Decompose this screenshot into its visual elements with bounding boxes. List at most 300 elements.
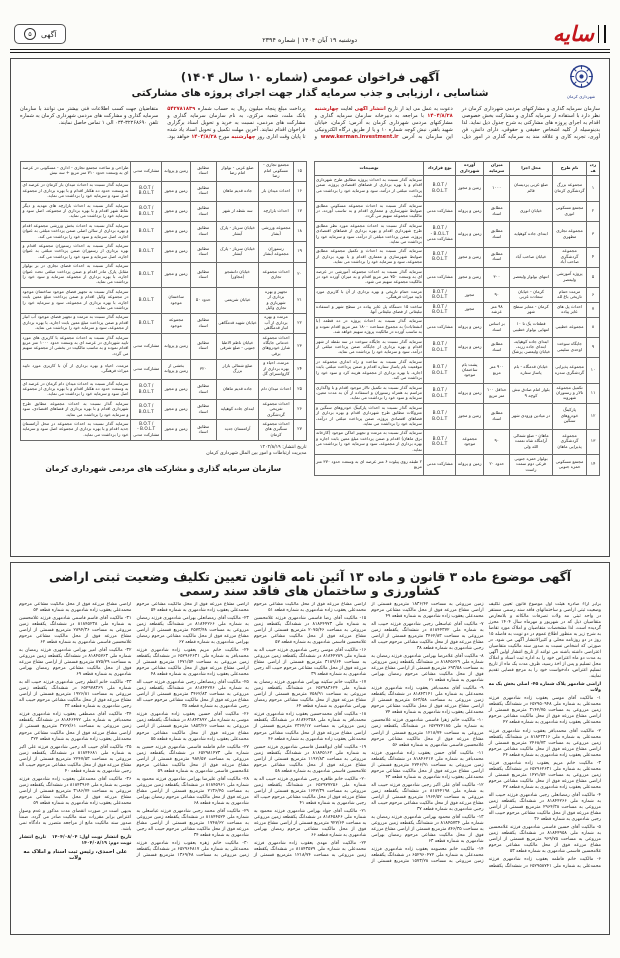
registry-closing: بدیهی است در صورت انقضای مدت مذکور و عدم وصول اعتراض برابر مقررات سند مالکیت صادر می گردد. ضمناً صدور سند مالکیت مانع از مراجعه متضرر به دادگاه نمی باشد. [19,809,132,833]
date-issue-line: دوشنبه ۱۹ آبان ۱۴۰۴ | شماره ۲۳۹۴ [262,36,358,44]
intro-highlight-text: چهارشنبه ۱۴۰۴/۸/۲۸ [314,105,453,119]
cell-no: ۲۱ [293,288,306,314]
cell-contract: B.O.L.T [130,288,161,314]
cell-name: تجهیز و بهره برداری از شهربازی و تجاری وکیل [259,288,293,314]
page-section-label: آگهی [41,29,57,39]
cell-no: ۵ [587,268,600,288]
table-row [314,303,600,318]
cell-notes: سرمایه گذار نسبت به تجهیز فضای موجود ساختمان موجود در مجموعه وکیل اقدام و ضمن پرداخت مبلغ معین بابت اجاره، با بهره برداری از مجموعه، سود و سرمایه خود را برداشت می نماید. [21,288,131,314]
cell-contribution: زمین و پروانه [455,384,484,404]
notice-item: ۳۱- مالکیت آقای قاسم قاسمی شادمهری فرزند غلامحسین به شماره ملی ۸۱۸۴۵۲۳۸ در ششدانگ یکقطعه زمین مزروعی به مساحت ۲۸۹۴/۳۶ مترمربع قسمتی از اراضی مشاع مزرعه فوق از محل مالکیت مشاعی مرحوم غلامحسین قاسمی شادمهری به شماره قطعه ۶۲ [19,615,132,645]
cell-name: احداث مجموعه تفریحی گردشگری [259,400,293,420]
cell-location: کرمان - خیابان سعادت غربی [510,288,553,303]
table-row [314,429,600,455]
cell-amount: ۳۰۰ [484,268,510,288]
registry-intro: برابر آراء صادره هیئت اول موضوع قانون تعیین تکلیف وضعیت ثبتی اراضی و ساختمانهای فاقد سند رسمی مستقر در واحد ثبتی مه ولات تصرفات مالکانه و بلامعارض متقاضیان ذیل که در شهریور و مهرماه سال ۱۴۰۴ محرز گردیده است، لذا مشخصات متقاضیان و املاک مورد تقاضا به شرح زیر به منظور اطلاع عموم در دو نوبت به فاصله ۱۵ روز در دو روزنامه محلی و کثیرالانتشار آگهی می شود. در صورتی که اشخاص نسبت به صدور سند مالکیت متقاضیان اعتراضی داشته باشند می توانند از تاریخ انتشار اولین آگهی به مدت دو ماه اعتراض خود را به اداره ثبت اسناد و املاک محل تسلیم و پس از اخذ رسید، ظرف مدت یک ماه از تاریخ تسلیم اعتراض، دادخواست خود را به مرجع قضایی تقدیم نمایند. [488,601,601,680]
table-row [314,358,600,384]
cell-name: مجموعه گردشگری پذیرایی ماهان [552,429,586,455]
notice-item: ۱۳- مالکیت آقای محمود بهرامی شادمهری فرزند رمضان به شماره ملی ۸۱۸۴۵۷۳۴ در ششدانگ یکقطعه زمین مزروعی به مساحت ۸۴۶/۳۵ مترمربع قسمتی از اراضی مشاع مزرعه فوق از محل مالکیت مشاعی مرحوم رمضان بهرامی شادمهری به شماره قطعه ۶۳ [371,815,484,845]
cell-amount: مطابق اسناد [190,380,216,400]
intro-highlight-text: انتشار آگهی [354,105,386,112]
cell-contribution: ساختمان موجود [162,288,191,314]
table-row [21,202,307,222]
intro-text: مورخ [216,134,232,141]
cell-no: ۱۹ [293,242,306,262]
cell-no: ۱۱ [587,384,600,404]
cell-name: احداث پل های عابر پیاده [552,303,586,318]
cell-location: خیابان شهید قدمگاهی [216,313,259,333]
cell-amount: مطابق اسناد [484,222,510,248]
column-header: نوع قرارداد [424,161,455,176]
cell-amount: مطابق اسناد [484,247,510,267]
cell-notes: سرمایه گذار نسبت به احداث مجموعه در محل آرامستان جدید اقدام و با بهره برداری از مجموعه اصل سود و سرمایه خود را برداشت می نماید. [21,420,131,440]
registry-signature: علی احمدی، رئیس ثبت اسناد و املاک مه ولات [23,849,128,862]
table-row [21,313,307,333]
notice-item: ۳۰- مالکیت خانم زهره یعقوب زاده شادمهری فرزند محمدعلی به شماره ملی ۶۵۲۹۶۴۸۱۷ در ششدانگ یکقطعه زمین مزروعی به مساحت ۱۳۶۹/۴۸ مترمربع قسمتی از اراضی مشاع مزرعه فوق از محل مالکیت مشاعی مرحوم محمدعلی یعقوب زاده شادمهری به شماره قطعه ۵۲ [19,601,249,859]
newspaper-logo [552,21,606,46]
notice-item: ۹- مالکیت آقای محمدباقر یعقوب زاده شادمهری فرزند محمدعلی به شماره ملی ۸۱۸۴۳۱۴۱ در ششدانگ یکقطعه زمین مزروعی به مساحت ۵۶۳/۵۸ مترمربع قسمتی از اراضی مشاع مزرعه فوق از محل مالکیت مشاعی مرحوم محمدعلی یعقوب زاده شادمهری به شماره قطعه ۷۴ [371,686,484,716]
table-row [314,268,600,288]
cell-notes: سرمایه گذار نسبت به احداث میدان دام کرمان در عرصه ای به وسعت حدود ده هکتار اقدام و با بهره برداری از مجموعه اصل سود و سرمایه خود را برداشت می نماید. [21,380,131,400]
cell-contract: B.O.T / B.O.L.T [424,288,455,303]
cell-no: ۲۶ [293,400,306,420]
cell-contribution: زمین و پروانه [162,334,191,360]
cell-no: ۱۰ [587,358,600,384]
notice-item: ۱۴- مالکیت خانم معصومه یعقوب زاده شادمهری فرزند محمدعلی به شماره ملی ۶۵۲۹۶۰۴۷۲ در ششدانگ یکقطعه زمین مزروعی به مساحت ۱۵۷۳/۲۸ مترمربع قسمتی از اراضی مشاع مزرعه فوق از محل مالکیت مشاعی مرحوم محمدعلی یعقوب زاده شادمهری به شماره قطعه ۵۱ [253,601,484,865]
registry-notice [10,562,610,935]
public-call-notice [10,58,610,557]
cell-contribution: زمین و مجوز [162,202,191,222]
table-row [21,242,307,262]
cell-location: بولوار حمزه جنوبی فرعی دوم سمت راست [510,455,553,475]
cell-location: خیابان شریعتی [216,288,259,314]
cell-notes: ۲ طبقه روی پیلوت ۶ متر عرصه ای به وسعت حدود ۳۷۰ متر مربع [314,455,424,475]
cell-location: خیابان قدمگاه - بام پاساژ ستاره [510,358,553,384]
cell-notes: سرمایه گذار نسبت به ساخت و راه اندازی مجموعه در موقعیت بام پاساژ ستاره اقدام و ضمن پرداخت مبلغی بابت اجاره، با بهره برداری از مجموعه هزینه کرد و سود خود را برداشت می کند. [314,358,424,384]
cell-contribution: مجوز [455,303,484,318]
cell-name: مرمت، احیاء و بهره برداری از کاروانسرای گل [259,359,293,379]
notice-item: ۳۴- مالکیت آقای مصطفی یعقوب زاده شادمهری فرزند محمدباقر به شماره ملی ۸۱۸۴۶۴۷۲ در ششدانگ یکقطعه زمین مزروعی به مساحت ۳۷۶۷/۶۱ مترمربع قسمتی از اراضی مشاع مزرعه فوق از محل مالکیت مشاعی مرحوم محمدعلی یعقوب زاده شادمهری به شماره قطعه ۳۲۲ [19,712,132,742]
cell-contract: مشارکت مدنی [424,455,455,475]
cell-no: ۲۴ [293,359,306,379]
cell-name: مرمت حمام تاریخی باغ لله [552,288,586,303]
cell-contribution: بخشی از زمین و پروانه [162,359,191,379]
column-header: نام طرح [552,161,586,176]
cell-location: جاده قدیم ماهان [216,380,259,400]
cell-notes: مرمت حمام تاریخی و بهره برداری از آن با کاربری مورد تایید میراث فرهنگی. [314,288,424,303]
cell-location: قطعات یک تا ۱۰ انتهایی بولوار خطیبی [510,317,553,337]
cell-contribution: زمین و مجوز [455,268,484,288]
cell-no: ۶ [587,288,600,303]
notice-item: ۲۰- مالکیت خانم طاهره رجبی شادمهری فرزند حبیب اله به شماره ملی ۶۵۲۹۷۷۲۵۶ در ششدانگ یکقطعه زمین مزروعی به مساحت ۱۶۴۷/۳۹ مترمربع قسمتی از اراضی مشاع مزرعه فوق از محل مالکیت مشاعی مرحوم حبیب اله رجبی شادمهری به شماره قطعه ۴۱ [253,776,367,807]
notice-item: ۱۷- مالکیت خانم سکینه بهرامی شادمهری فرزند رمضان به شماره ملی ۶۵۲۹۸۳۶۲۴ در ششدانگ یکقطعه زمین مزروعی به مساحت ۷۵۸/۹۱ مترمربع قسمتی از اراضی مشاع مزرعه فوق از محل مالکیت مشاعی مرحوم رمضان بهرامی شادمهری به شماره قطعه ۶۴ [253,680,367,710]
table-row [21,380,307,400]
notice-item: ۲۹- مالکیت آقای محمد رجبی شادمهری فرزند عباسعلی به شماره ملی ۸۱۸۴۴۵۲۴ در ششدانگ یکقطعه زمین مزروعی به مساحت ۱۷۴۸/۶۲ مترمربع قسمتی از اراضی مشاع مزرعه فوق از محل مالکیت مشاعی مرحوم حبیب اله رجبی شادمهری به شماره قطعه ۳۴ [136,809,249,839]
table-row [21,334,307,360]
cell-no: ۹ [587,338,600,358]
table-row [314,455,600,475]
cell-amount: حدود ۵۰ [190,288,216,314]
cell-contribution: پشت بام ساختمان موجود [455,358,484,384]
cell-contribution: زمین و مجوز [162,400,191,420]
notice-item: ۳۵- مالکیت آقای حبیب اله رجبی شادمهری فرزند علی اکبر به شماره ملی ۸۱۸۴۴۶۸۱ در ششدانگ یکقطعه زمین مزروعی به مساحت ۲۲۴۷/۵۳ مترمربع قسمتی از اراضی مشاع مزرعه فوق از محل مالکیت مشاعی مرحوم حبیب اله رجبی شادمهری به شماره قطعه ۴۰ [19,744,132,774]
projects-tables [20,161,600,476]
cell-name: تکمیل مجموعه تالار و رستوران شهروند [552,384,586,404]
cell-contract: B.O.L.T [130,313,161,333]
cell-contract: B.O.T / B.O.L.T [424,404,455,430]
cell-amount: ۹۰ [484,429,510,455]
cell-notes: سرمایه گذار نسبت به احداث و تکمیل مجموعه مطابق ضوابط شهرسازی و معماری اقدام و با بهره برداری از مجموعه، سود و سرمایه خود را برداشت می نماید. [314,247,424,267]
cell-location: خیابان صاحب آباد [510,247,553,267]
cell-no: ۱۲ [587,404,600,430]
notice-item: ۳۳- مالکیت خانم اعظم رجبی شادمهری فرزند حبیب اله به شماره ملی ۶۵۲۹۷۸۳۶۹ در ششدانگ یکقطعه زمین مزروعی به مساحت ۱۹۲۶/۸۱ مترمربع قسمتی از اراضی مشاع مزرعه فوق از محل مالکیت مشاعی مرحوم حبیب اله رجبی شادمهری به شماره قطعه ۳۳ [19,680,132,710]
cell-contract: B.O.T / B.O.L.T [130,380,161,400]
column-header: آورده شهرداری [455,161,484,176]
cell-amount: ۹۰۰ متر مربع [484,358,510,384]
cell-location: ضلع غربی - بولوار امام رضا [216,161,259,181]
cell-amount: ۹۸ متر عرشه [484,303,510,318]
cell-amount: حداقل ۱۰۰ متر مربع [484,384,510,404]
cell-contract: مشارکت مدنی [130,334,161,360]
cell-no: ۷ [587,303,600,318]
cell-amount: مطابق اسناد [190,242,216,262]
municipality-emblem-label: شهرداری کرمان [566,93,596,99]
cell-amount: بر اساس اسناد [484,317,510,337]
cell-location: بلوار امام صادق نبش کوچه ۹ [510,384,553,404]
cell-location: در میادین ورودی شهر [510,404,553,430]
first-publish-date: تاریخ انتشار نوبت اول: ۱۴۰۴/۰۸/۰۴ [51,835,132,841]
table-row [314,176,600,202]
cell-amount: مطابق اسناد [484,338,510,358]
table-header-row [314,161,600,176]
registry-region-line: اراضی شادمهر پلاک شماره ۴۵- اصلی بخش یک مه ولات [488,682,601,694]
cell-notes: سرمایه گذار نسبت به احداث مجموعه آموزشی در عرصه ای به وسعت ۷۵۰ متر مربع اقدام و به میزان آورده خود در مالکیت مجموعه سهیم می شود. [314,268,424,288]
table-row [314,404,600,430]
cell-contract: B.O.T / B.O.L.T [424,358,455,384]
cell-amount: مطابق اسناد [484,202,510,222]
cell-name: مجموعه بزرگ گردشگری کرمان [552,176,586,202]
table-row [314,247,600,267]
cell-name: احداث بازارچه [259,202,293,222]
cell-amount: مطابق اسناد [190,420,216,440]
municipality-emblem [563,64,599,99]
notice-item: ۱۱- مالکیت آقای حسن یعقوب زاده شادمهری فرزند محمدباقر به شماره ملی ۸۱۸۴۶۲۱۷ در ششدانگ یکقطعه زمین مزروعی به مساحت ۲۷۴۶/۹۱ مترمربع قسمتی از اراضی مشاع مزرعه فوق از محل مالکیت مشاعی مرحوم محمدعلی یعقوب زاده شادمهری به شماره قطعه ۴۳ [371,750,484,780]
cell-location: ابتدای جاده کوهپایه [510,222,553,248]
cell-no: ۴ [587,247,600,267]
cell-contribution: زمین و مجوز [162,380,191,400]
cell-notes: سرمایه گذار نسبت به احداث پروژه مطابق طرح شهرداری اقدام و با بهره برداری از فضاهای اقتصادی پروژه، ضمن پرداخت مبلغی از درآمد، سود و سرمایه خود را برداشت می نماید. [314,176,424,202]
cell-amount: حدود ۲۰ [484,455,510,475]
projects-table-right [314,161,601,476]
cell-contribution: زمین و پروانه [162,161,191,181]
cell-contribution: زمین و مجوز [162,420,191,440]
cell-notes: سرمایه گذار نسبت به تکمیل تالار موجود اقدام و با واگذاری مراسم به همراه رستوران و استفاده از آن به مدت معین، سرمایه و سود خود را برداشت می نماید. [314,384,424,404]
cell-no: ۱۸ [293,222,306,242]
cell-name: مجتمع تجاری - مسکونی امام رضا [259,161,293,181]
notice-item: ۱۰- مالکیت خانم زهرا قاسمی شادمهری فرزند غلامحسین به شماره ملی ۶۵۲۹۷۴۱۸۵ در ششدانگ یکقطعه زمین مزروعی به مساحت ۱۲۱۸/۷۴ مترمربع قسمتی از اراضی مشاع مزرعه فوق از محل مالکیت مشاعی مرحوم غلامحسین قاسمی شادمهری به شماره قطعه ۵۶ [371,718,484,748]
table-row [21,400,307,420]
notice-item: ۱۲- مالکیت آقای علی اکبر رجبی شادمهری فرزند حبیب اله به شماره ملی ۸۱۸۴۴۱۹۸ در ششدانگ یکقطعه زمین مزروعی به مساحت ۱۹۶۴/۵۲ مترمربع قسمتی از اراضی مشاع مزرعه فوق از محل مالکیت مشاعی مرحوم حبیب اله رجبی شادمهری به شماره قطعه ۳۷ [371,782,484,813]
cell-amount: مطابق اسناد [190,400,216,420]
notice-item: ۲۲- مالکیت آقای مهدی یعقوب زاده شادمهری فرزند محمدعلی به شماره ملی ۸۱۸۴۳۵۷۹ در ششدانگ یکقطعه زمین مزروعی به مساحت ۱۲۱۸/۷۴ مترمربع قسمتی از اراضی مشاع مزرعه فوق از محل مالکیت مشاعی مرحوم محمدعلی یعقوب زاده شادمهری به شماره قطعه ۵۴ [136,601,367,859]
cell-notes: طراحی و ساخت مجتمع تجاری - اداری - مسکونی در عرصه ای به وسعت حدود ۷۱۰ متر مربع + سه نبش [21,161,131,181]
cell-amount: مطابق اسناد [190,262,216,288]
notice-item: ۱۵- مالکیت آقای رضا قاسمی شادمهری فرزند غلامحسین به شماره ملی ۸۱۸۴۴۹۷۳ در ششدانگ یکقطعه زمین مزروعی به مساحت ۲۰۷۵/۴۶ مترمربع قسمتی از اراضی مشاع مزرعه فوق از محل مالکیت مشاعی مرحوم غلامحسین قاسمی شادمهری به شماره قطعه ۵۷ [253,615,367,645]
intro-text: خواهد بود. متقاضیان جهت کسب اطلاعات فنی بیشتر می توانند با سازمان سرمایه گذاری و مشارکت های مردمی شهرداری کرمان به شماره تلفن ۳۲۲۶۸۶۹۰-۰۳۴ الی ۱ تماس حاصل نمایند. [20,105,192,141]
cell-amount: مطابق اسناد [190,181,216,201]
table-row [314,222,600,248]
cell-name: رستوران مجموعه آبشار [259,242,293,262]
cell-contribution: زمین و پروانه [455,222,484,248]
notice-item: ۱۶- مالکیت آقای موسی رجبی شادمهری فرزند حبیب اله به شماره ملی ۸۱۸۴۴۲۸۹ در ششدانگ یکقطعه زمین مزروعی به مساحت ۳۱۸۹/۶۴ مترمربع قسمتی از اراضی مشاع مزرعه فوق از محل مالکیت مشاعی مرحوم حبیب اله رجبی شادمهری به شماره قطعه ۳۹ [253,647,367,678]
cell-contribution: زمین و مجوز [455,176,484,202]
cell-location: ضلع شمالی بازار بزرگ [216,359,259,379]
pr-department-line: مدیریت ارتباطات و امور بین الملل شهرداری کرمان [206,451,307,457]
cell-no: ۲۳ [293,334,306,360]
notice-item: ۶- مالکیت خانم فاطمه یعقوب زاده شادمهری فرزند محمدعلی به شماره ملی ۶۵۲۹۵۸۷۴۱ در ششدانگ یکقطعه زمین مزروعی به مساحت ۱۸۳۶/۴۲ مترمربع قسمتی از اراضی مشاع مزرعه فوق از محل مالکیت مشاعی مرحوم محمدعلی یعقوب زاده شادمهری به شماره قطعه ۴۹ [371,601,601,869]
table-row [314,317,600,337]
cell-no: ۸ [587,317,600,337]
cell-amount: ۹۰ [484,288,510,303]
cell-name: احداث میدان بار [259,181,293,201]
notice-item: ۲۷- مالکیت خانم فاطمه قاسمی شادمهری فرزند حسین به شماره ملی ۶۵۲۹۸۱۴۷۳ در ششدانگ یکقطعه زمین مزروعی به مساحت ۹۸۴/۵۷ مترمربع قسمتی از اراضی مشاع مزرعه فوق از محل مالکیت مشاعی مرحوم غلامحسین قاسمی شادمهری به شماره قطعه ۵۹ [136,744,249,774]
projects-table-left [20,161,307,441]
column-header: میزان سرمایه [484,161,510,176]
cell-contract: B.O.T / B.O.L.T [130,400,161,420]
notice-item: ۲۴- مالکیت خانم مریم یعقوب زاده شادمهری فرزند محمدباقر به شماره ملی ۶۵۲۹۶۲۶۳۱ در ششدانگ یکقطعه زمین مزروعی به مساحت ۱۴۷۱/۵۴ مترمربع قسمتی از اراضی مشاع مزرعه فوق از محل مالکیت مشاعی مرحوم محمدعلی یعقوب زاده شادمهری به شماره قطعه ۴۸ [136,647,249,678]
cell-no: ۲ [587,202,600,222]
cell-contribution: زمین و مجوز [162,181,191,201]
cell-contract: B.O.T / B.O.L.T [424,338,455,358]
cell-name: مرمت و بهره برداری از آب انبار قدمگاهی [259,313,293,333]
cell-location: ماهان - ضلع شمالی آرامگاه شاه نعمت الله ولی [510,429,553,455]
cell-contribution: زمین و مجوز [455,404,484,430]
cell-name: احداث مجموعه خدماتی جایگاه شارژ خودروهای برقی [259,334,293,360]
newspaper-logo-text: سایه [552,21,594,46]
cell-no: ۲۲ [293,313,306,333]
publication-info [20,445,307,458]
masthead [0,0,620,47]
registry-notice-body [19,602,601,938]
cell-notes: ساخت ۱۵ دستگاه پل عابر پیاده در سطح شهر و استفاده تبلیغاتی از فضای تبلیغاتی آنها. [314,303,424,318]
call-notice-intro [20,106,600,157]
notice-item: ۱- مالکیت آقای موسی یعقوب زاده شادمهری فرزند محمدعلی به شماره ملی ۶۵۲۹۵۰۹۴۸ در ششدانگ یکقطعه زمین مزروعی به مساحت ۳۱۴۲/۷۵ مترمربع قسمتی از اراضی مشاع مزرعه فوق از محل مالکیت مشاعی مرحوم محمدعلی یعقوب زاده شادمهری به شماره قطعه ۴۲ [488,696,601,726]
cell-location: آرامستان جدید [216,420,259,440]
table-row [314,384,600,404]
table-row [314,338,600,358]
cell-notes: سرمایه گذار نسبت به احداث رستوران مجموعه اقدام و بهره برداری از رستوران ضمن پرداخت مبلغی به عنوان اجاره، اصل سرمایه و سود خود را برداشت می کند. [21,242,131,262]
cell-notes: سرمایه گذار نسبت به احداث پروژه در ده قطعه (با انشعابات) به مجموع مساحت ۱۸۰۰ متر مربع اقدام نموده و به تناسب آورده در مالکیت پروژه سهیم خواهد شد. [314,317,424,337]
cell-notes: مرمت، احیاء و بهره برداری از آن با کاربری مورد تایید میراث فرهنگی. [21,359,131,379]
cell-location: ضلع غربی پردیسان قائم [510,176,553,202]
table-row [21,420,307,440]
cell-contract: B.O.T / B.O.L.T - مشارکت مدنی [424,222,455,248]
notice-item: ۲۵- مالکیت آقای رمضانعلی رجبی شادمهری فرزند حبیب اله به شماره ملی ۸۱۸۴۴۲۷۶ در ششدانگ یکقطعه زمین مزروعی به مساحت ۳۴۶۲/۸۳ مترمربع قسمتی از اراضی مشاع مزرعه فوق از محل مالکیت مشاعی مرحوم حبیب اله رجبی شادمهری به شماره قطعه ۳۵ [136,680,249,710]
notice-item: ۵- مالکیت آقای حسین قاسمی شادمهری فرزند غلامحسین به شماره ملی ۸۱۸۴۴۹۵۸ در ششدانگ یکقطعه زمین مزروعی به مساحت ۹۶۹/۷۵ مترمربع قسمتی از اراضی مشاع مزرعه فوق از محل مالکیت مشاعی مرحوم غلامحسین قاسمی شادمهری به شماره قطعه ۵۳ [488,825,601,855]
cell-contract: مشارکت مدنی [130,359,161,379]
registry-notice-title: آگهی موضوع ماده ۳ قانون و ماده ۱۳ آئین نامه قانون تعیین تکلیف وضعیت ثبتی اراضی کشاورزی و ساختمان های فاقد سند رسمی [49,569,571,598]
notice-item: ۲۳- مالکیت آقای رمضانعلی بهرامی شادمهری فرزند رمضان به شماره ملی ۸۱۸۴۴۲۶۶ در ششدانگ یکقطعه زمین مزروعی به مساحت ۲۵۷۳/۴۸ مترمربع قسمتی از اراضی مشاع مزرعه فوق از محل مالکیت مشاعی مرحوم رمضان بهرامی شادمهری به شماره قطعه ۶۷ [136,615,249,645]
cell-location: خیابان ناظم الاطبا جنوبی - ضلع شرقی [216,334,259,360]
cell-no: ۱۴ [587,455,600,475]
cell-amount: مطابق اسناد [190,222,216,242]
table-row [21,262,307,288]
cell-name: مجموعه تجاری مطهری [552,222,586,248]
cell-contribution: مجموعه موجود [162,313,191,333]
cell-contract: B.O.L.T [130,242,161,262]
cell-contribution: زمین و پروانه [455,338,484,358]
notice-item: ۲۸- مالکیت آقای علیرضا بهرامی شادمهری فرزند محمود به شماره ملی ۸۱۸۴۵۹۶۱ در ششدانگ یکقطعه زمین مزروعی به مساحت ۲۱۳۶/۴۵ مترمربع قسمتی از اراضی مشاع مزرعه فوق از محل مالکیت مشاعی مرحوم رمضان بهرامی شادمهری به شماره قطعه ۶۸ [136,776,249,807]
cell-contribution: زمین و پروانه [455,202,484,222]
cell-contribution: زمین و مجوز [162,262,191,288]
cell-contract: B.O.T / B.O.L.T [130,202,161,222]
cell-name: احداث مجموعه سنگبری های کرمان [259,420,293,440]
intro-text: و پرداخت مبلغ پنجاه میلیون ریال به حساب شماره [195,105,321,141]
cell-amount: مطابق اسناد [190,161,216,181]
cell-notes: سرمایه گذار نسبت به مرمت و تجهیز فضای موجود آب انبار اقدام و ضمن پرداخت مبلغ معین بابت اجاره، با بهره برداری از مجموعه، سود و سرمایه خود را برداشت می نماید. [21,313,131,333]
cell-no: ۱ [587,176,600,202]
cell-contract: B.O.T / B.O.L.T [424,384,455,404]
cell-amount: مطابق اسناد [190,313,216,333]
cell-amount: مطابق اسناد [190,334,216,360]
cell-notes: سرمایه گذار نسبت به احداث پارکینگ خودروهای سنگین و متروکات مطابق طرح شهرداری اقدام و بهره برداری از فضاهای اقتصادی پروژه، ضمن پرداخت مبلغی از درآمد، سرمایه خود را برداشت می نماید. [314,404,424,430]
cell-contract: مشارکت مدنی [424,268,455,288]
cell-name: پارکینگ خودروهای سنگین [552,404,586,430]
cell-contract: B.O.L.T [130,262,161,288]
organization-signature: سازمان سرمایه گذاری و مشارکت های مردمی شهرداری کرمان [45,463,282,473]
intro-text: با مراجعه به دبیرخانه سازمان سرمایه گذاری و مشارکتهای مردمی شهرداری کرمان به آدرس: کرمان، خیابان شهید باهنر، نبش کوچه شماره ۱۰ و یا از طریق درگاه الکترونیکی این سازمان به آدرس [314,112,453,141]
notice-item: ۳- مالکیت خانم مریم یعقوب زاده شادمهری فرزند محمدعلی به شماره ملی ۶۵۲۹۶۲۶۳۱ در ششدانگ یکقطعه زمین مزروعی به مساحت ۱۴۷۱/۵۴ مترمربع قسمتی از اراضی مشاع مزرعه فوق از محل مالکیت مشاعی مرحوم محمدعلی یعقوب زاده شادمهری به شماره قطعه ۴۷ [488,760,601,790]
table-row [21,161,307,181]
cell-location: ابتدای جاده کوهپایه، ابتدای جاده زرند، خیابان ولیعصر، پزشک [510,338,553,358]
cell-location: خیابان انوری [510,202,553,222]
cell-contract: B.O.T / B.O.L.T [424,303,455,318]
cell-name: احداث مجموعه تجاری [259,262,293,288]
cell-contribution: زمین و پروانه [455,317,484,337]
cell-amount: ۱۰۰۰ [484,176,510,202]
intro-text: بانک ملت، شعبه مرکزی، به نام سازمان سرمایه گذاری و مشارکت های مردمی، نسبت به خرید و تحویل اسناد برگزاری فراخوان اقدام نمایند. آخرین مهلت تکمیل و تحویل اسناد یاد شده تا پایان وقت اداری روز [167,112,306,141]
cell-amount: ۳۲۰ [190,359,216,379]
cell-location: خیابان سرباز - پارک آبشار [216,222,259,242]
table-row [314,202,600,222]
cell-contract: B.O.T / B.O.L.T [130,181,161,201]
cell-amount: مطابق اسناد [190,202,216,222]
cell-contract: B.O.T / B.O.L.T [424,176,455,202]
registry-publish-dates [19,835,131,847]
projects-table-left-half [20,161,307,473]
kerman-municipality-emblem-icon [569,64,594,89]
intro-highlight-text: چهارشنبه [231,134,256,141]
cell-notes: سرمایه گذار نسبت به احداث فضای تجاری در بر بولوار مقابل پارک مادر اقدام و ضمن پرداخت مبلغی تحت عنوان اجاره، با بهره برداری از مجموعه سرمایه و سود خود را برداشت می نماید. [21,262,131,288]
cell-contribution: مجموعه موجود [455,429,484,455]
cell-notes: سرمایه گذار نسبت به احداث مجموعه مورد نظر مطابق طرح شهرداری اقدام و بهره برداری از فضاهای اقتصادی پروژه، ضمن پرداخت مبلغی از درآمد، سود و سرمایه خود را برداشت می نماید. [314,222,424,248]
cell-contract: B.O.T / B.O.L.T [424,429,455,455]
notice-item: ۸- مالکیت آقای غلامرضا بهرامی شادمهری فرزند رمضان به شماره ملی ۸۱۸۴۵۶۲۹ در ششدانگ یکقطعه زمین مزروعی به مساحت ۶۹۳/۵۸ مترمربع قسمتی از اراضی مشاع مزرعه فوق از محل مالکیت مشاعی مرحوم رمضان بهرامی شادمهری به شماره قطعه ۶۱ [371,653,484,684]
cell-contribution: مجوز [455,288,484,303]
table-row [21,222,307,242]
cell-notes: سرمایه گذار نسبت به جایگاه سوخت در سه نقطه از شهر اقدام و بهره برداری از جایگاه، ضمن پرداخت مبلغی از درآمد، سود و سرمایه خود را برداشت می نماید. [314,338,424,358]
notice-item: ۴- مالکیت آقای رمضانعلی رجبی شادمهری فرزند حبیب اله به شماره ملی ۸۱۸۴۴۲۶۶ در ششدانگ یکقطعه زمین مزروعی به مساحت ۲۹۶۴/۳۸ مترمربع قسمتی از اراضی مشاع مزرعه فوق از محل مالکیت مشاعی مرحوم حبیب اله رجبی شادمهری به شماره قطعه ۳۶ [488,793,601,823]
page-number-badge: ۵ [24,28,36,40]
cell-notes: سرمایه گذار نسبت به احداث مجموعه با کاربری های مورد تایید شهرداری در عرصه ای به وسعت حدود ۱۰۰۰ متر مربع اقدام نموده و به تناسب مالکیت در بخشی از مجموعه سهیم می گردد. [21,334,131,360]
cell-contribution: زمین و مجوز [162,222,191,242]
table-row [21,181,307,201]
intro-highlight-text: ۱۴۰۴/۸/۲۸ [191,134,217,141]
intro-text: لغایت [338,105,355,112]
table-row [314,288,600,303]
cell-no: ۲۵ [293,380,306,400]
cell-notes: سرمایه گذار نسبت به مرمت و تجهیز اماکن موجود (کارخانه برق ماهان) اقدام و ضمن پرداخت مبلغ معین بابت اجاره و بهره برداری از مجموعه، سود و سرمایه خود را برداشت می نماید. [314,429,424,455]
cell-contract: مشارکت مدنی [130,161,161,181]
cell-location: جاده قدیم ماهان [216,181,259,201]
cell-contract: B.O.L.T [130,222,161,242]
notice-item: ۳۲- مالکیت آقای امیر بهرامی شادمهری فرزند رمضان به شماره ملی ۸۱۸۴۵۷۶۳ در ششدانگ یکقطعه زمین مزروعی به مساحت ۸۷۵/۲۹ مترمربع قسمتی از اراضی مشاع مزرعه فوق از محل مالکیت مشاعی مرحوم رمضان بهرامی شادمهری به شماره قطعه ۶۹ [19,647,132,678]
notice-item: ۲۱- مالکیت آقای جواد بهرامی شادمهری فرزند محمود به شماره ملی ۸۱۸۴۵۸۴۶ در ششدانگ یکقطعه زمین مزروعی به مساحت ۹۲۷/۶۴ مترمربع قسمتی از اراضی مشاع مزرعه فوق از محل مالکیت مشاعی مرحوم رمضان بهرامی شادمهری به شماره قطعه ۶۶ [253,809,367,839]
notice-item: ۷- مالکیت آقای عباسعلی رجبی شادمهری فرزند حبیب اله به شماره ملی ۸۱۸۴۴۳۷۲ در ششدانگ یکقطعه زمین مزروعی به مساحت ۳۴۶۲/۸۳ مترمربع قسمتی از اراضی مشاع مزرعه فوق از محل مالکیت مشاعی مرحوم حبیب اله رجبی شادمهری به شماره قطعه ۳۸ [371,621,484,651]
cell-amount: مطابق اسناد [484,404,510,430]
cell-notes: سرمایه گذار نسبت به احداث مجموعه مطابق طرح شهرداری اقدام و با بهره برداری از فضاهای اقتصادی، سود و سرمایه خود را برداشت می نماید. [21,400,131,420]
cell-contract: مشارکت مدنی [424,317,455,337]
cell-contract: B.O.T / B.O.L.T [424,247,455,267]
cell-name: مجتمع مسکونی انوری [552,202,586,222]
notice-item: ۳۶- مالکیت آقای محمدعلی یعقوب زاده شادمهری فرزند موسی به شماره ملی ۸۱۸۴۳۹۶۴ در ششدانگ یکقطعه زمین مزروعی به مساحت ۳۱۸۶/۷۴ مترمربع قسمتی از اراضی مشاع مزرعه فوق از محل مالکیت مشاعی مرحوم محمدعلی یعقوب زاده شادمهری به شماره قطعه ۵۹ [19,776,132,807]
second-publish-date: تاریخ انتشار نوبت دوم: ۱۴۰۴/۰۸/۱۹ [19,835,132,847]
column-header: توضیحات [314,161,424,176]
notice-item: ۲۶- مالکیت آقای حسین یعقوب زاده شادمهری فرزند موسی به شماره ملی ۸۱۸۴۳۸۹۲ در ششدانگ یکقطعه زمین مزروعی به مساحت ۱۸۵۳/۲۶ مترمربع قسمتی از اراضی مشاع مزرعه فوق از محل مالکیت مشاعی مرحوم محمدعلی یعقوب زاده شادمهری به شماره قطعه ۵۵ [136,712,249,742]
cell-no: ۳ [587,222,600,248]
cell-name: پروژه آموزشی ولیعصر [552,268,586,288]
cell-name: مجموعه ورزشی آبشار [259,222,293,242]
cell-location: سه نقطه از شهر [216,202,259,222]
column-header: ردیف [587,161,600,176]
cell-contribution: زمین و مجوز [455,247,484,267]
publish-date-line: تاریخ انتشار: ۱۴۰۴/۸/۱۹ [259,444,307,450]
cell-location: خیابان دانشجو (مجاور) [216,262,259,288]
call-notice-subtitle: شناسایی ، ارزیابی و جذب سرمایه گذار جهت اجرای پروژه های مشارکتی [131,87,489,99]
column-header: محل اجرا [510,161,553,176]
table-row [21,288,307,314]
projects-table-right-half [314,161,601,476]
page-section-tab [14,24,66,44]
cell-no: ۱۳ [587,429,600,455]
cell-name: مجتمع مسکونی حمزه جنوبی [552,455,586,475]
call-notice-title: آگهی فراخوان عمومی (شماره ۱۰ سال ۱۴۰۴) [180,69,440,84]
cell-notes: سرمایه گذار نسبت به احداث میدان بار کرمان در عرصه ای به وسعت حدود ده هکتار اقدام و با بهره برداری از مجموعه اصل سود و سرمایه خود را برداشت می نماید. [21,181,131,201]
logo-bars-icon [598,25,606,43]
cell-location: انتهای بولوار ولیعصر [510,268,553,288]
cell-contract: B.O.T / B.O.L.T - مشارکت مدنی [130,420,161,440]
cell-no: ۱۶ [293,181,306,201]
cell-contribution: زمین و پروانه [455,455,484,475]
cell-notes: سرمایه گذار نسبت به احداث مجموعه مسکونی مطابق ضوابط شهرسازی و معماری اقدام و به تناسب آورده، در مالکیت مجموعه سهیم می گردد. [314,202,424,222]
cell-name: مجموعه خطیبی [552,317,586,337]
notice-item: ۱۹- مالکیت آقای ابوالفضل قاسمی شادمهری فرزند حسین به شماره ملی ۸۱۸۴۵۱۶۲ در ششدانگ یکقطعه زمین مزروعی به مساحت ۱۱۹۲/۸۳ مترمربع قسمتی از اراضی مشاع مزرعه فوق از محل مالکیت مشاعی مرحوم غلامحسین قاسمی شادمهری به شماره قطعه ۵۸ [253,744,367,774]
notice-item: ۲- مالکیت آقای محمدباقر یعقوب زاده شادمهری فرزند محمدعلی به شماره ملی ۸۱۸۴۳۳۱۶ در ششدانگ یکقطعه زمین مزروعی به مساحت ۲۴۶۸/۷۳ مترمربع قسمتی از اراضی مشاع مزرعه فوق از محل مالکیت مشاعی مرحوم محمدعلی یعقوب زاده شادمهری به شماره قطعه ۴۴ [488,728,601,758]
table-row [21,359,307,379]
cell-name: مجموعه گردشگری صاحب آباد [552,247,586,267]
intro-highlight-text: www.kerman.investment.ir [320,134,399,141]
cell-location: کرمان - معابر سطح شهر [510,303,553,318]
cell-contract: مشارکت مدنی [424,202,455,222]
notice-item: ۱۸- مالکیت آقای محمدحسین یعقوب زاده شادمهری فرزند محمدباقر به شماره ملی ۸۱۸۴۶۳۵۸ در ششدانگ یکقطعه زمین مزروعی به مساحت ۲۳۶۴/۱۷ مترمربع قسمتی از اراضی مشاع مزرعه فوق از محل مالکیت مشاعی مرحوم محمدعلی یعقوب زاده شادمهری به شماره قطعه ۴۶ [253,712,367,742]
cell-location: خیابان سرباز - پارک آبشار [216,242,259,262]
intro-text: سازمان سرمایه گذاری و مشارکتهای مردمی شهرداری کرمان در نظر دارد با استفاده از سرمایه گذاری و مشارکت بخش خصوصی اقدام به اجرای پروژه های مشارکتی به شرح جدول ذیل نماید. لذا بدینوسیله از کلیه اشخاص حقیقی و حقوقی، دارای دانش، فن آوری، تجربه کاری و علاقه مند به سرمایه گذاری در امور ذیل، دعوت به عمل می آید از تاریخ [385,105,600,141]
cell-notes: سرمایه گذار نسبت به احداث بازارچه های مهدیه و دیگر نقاط شهر اقدام و با بهره برداری از مجموعه، اصل سود و سرمایه خود را برداشت می نماید. [21,202,131,222]
cell-location: ابتدای جاده کوهپایه [216,400,259,420]
cell-name: احداث میدان دام [259,380,293,400]
masthead-divider [10,49,610,53]
cell-notes: سرمایه گذار نسبت به احداث بخش ورزشی مجموعه اقدام و بهره برداری از سالن اصلی ضمن پرداخت مبلغی به عنوان اجاره، اصل سرمایه و سود خود را برداشت می کند. [21,222,131,242]
